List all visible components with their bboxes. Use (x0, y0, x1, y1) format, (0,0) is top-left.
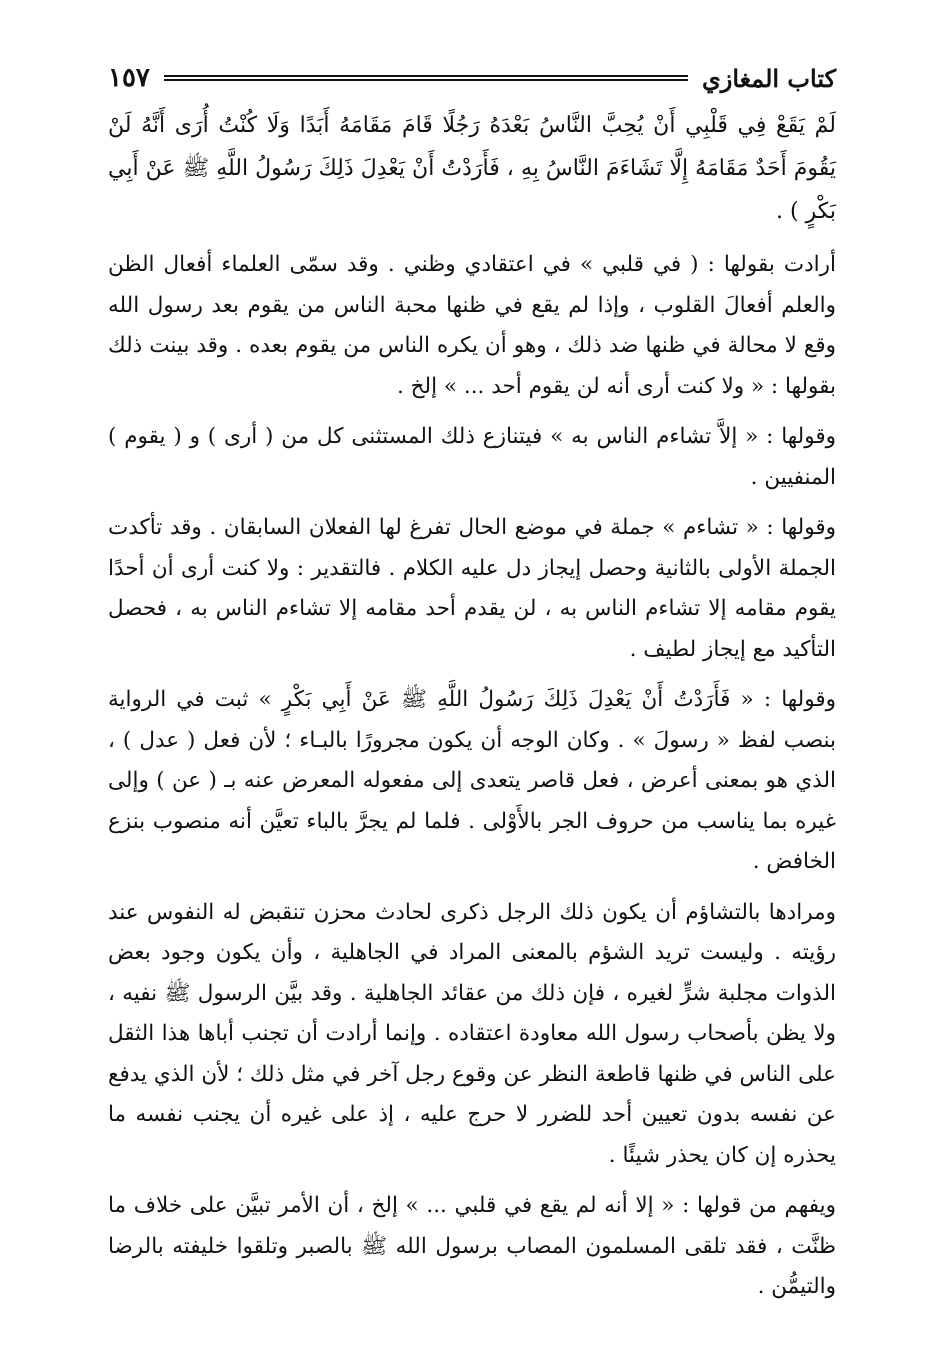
commentary-paragraph: أرادت بقولها : ( في قلبي » في اعتقادي وظني . وقد سمّى العلماء أفعال الظن والعلم أفعالَ القلوب ، وإذا لم يقع في ظنها محبة الناس من يقوم بعد رسول الله وقع لا محالة في ظنها ضد ذلك ، وهو أن يكره الناس من يقوم بعده . وقد بينت ذلك بقولها : « ولا كنت أرى أنه لن يقوم أحد ... » إلخ . (108, 252, 836, 399)
page-header (108, 58, 836, 98)
commentary-paragraph: وقولها : « إلاَّ تشاءم الناس به » فيتنازع ذلك المستثنى كل من ( أرى ) و ( يقوم ) المنفيين . (108, 424, 836, 490)
page-number: ١٥٧ (108, 63, 150, 93)
commentary-paragraph: وقولها : « تشاءم » جملة في موضع الحال تفرغ لها الفعلان السابقان . وقد تأكدت الجملة الأولى بالثانية وحصل إيجاز دل عليه الكلام . فالتقدير : ولا كنت أرى أن أحدًا يقوم مقامه إلا تشاءم الناس به ، لن يقدم أحد مقامه إلا تشاءم الناس به ، فحصل التأكيد مع إيجاز لطيف . (108, 515, 836, 662)
commentary-paragraph: ويفهم من قولها : « إلا أنه لم يقع في قلبي ... » إلخ ، أن الأمر تبيَّن على خلاف ما ظنَّت ، فقد تلقى المسلمون المصاب برسول الله ﷺ بالصبر وتلقوا خليفته بالرضا والتيمُّن . (108, 1193, 836, 1299)
hadith-quote-paragraph: لَمْ يَقَعْ فِي قَلْبِي أَنْ يُحِبَّ النَّاسُ بَعْدَهُ رَجُلًا قَامَ مَقَامَهُ أَبَدًا وَلَا كُنْتُ أُرَى أَنَّهُ لَنْ يَقُومَ أَحَدٌ مَقَامَهُ إِلَّا تَشَاءَمَ النَّاسُ بِهِ ، فَأَرَدْتُ أَنْ يَعْدِلَ ذَلِكَ رَسُولُ اللَّهِ ﷺ عَنْ أَبِي بَكْرٍ ) . (108, 113, 836, 224)
page-body (108, 104, 836, 1308)
book-page (108, 58, 836, 1318)
commentary-paragraph: ومرادها بالتشاؤم أن يكون ذلك الرجل ذكرى لحادث محزن تنقبض له النفوس عند رؤيته . وليست تريد الشؤم بالمعنى المراد في الجاهلية ، وأن يكون وجود بعض الذوات مجلبة شرٍّ لغيره ، فإن ذلك من عقائد الجاهلية . وقد بيَّن الرسول ﷺ نفيه ، ولا يظن بأصحاب رسول الله معاودة اعتقاده . وإنما أرادت أن تجنب أباها هذا الثقل على الناس في ظنها قاطعة النظر عن وقوع رجل آخر في مثل ذلك ؛ لأن الذي يدفع عن نفسه بدون تعيين أحد للضرر لا حرج عليه ، إذ على غيره أن يجنب نفسه ما يحذره إن كان يحذر شيئًا . (108, 899, 836, 1168)
book-title: كتاب المغازي (701, 63, 836, 93)
header-rule (164, 75, 688, 81)
commentary-paragraph: وقولها : « فَأَرَدْتُ أَنْ يَعْدِلَ ذَلِكَ رَسُولُ اللَّهِ ﷺ عَنْ أَبِي بَكْرٍ » ثبت في الرواية بنصب لفظ « رسولَ » . وكان الوجه أن يكون مجرورًا بالبـاء ؛ لأن فعل ( عدل ) ، الذي هو بمعنى أعرض ، فعل قاصر يتعدى إلى مفعوله المعرض عنه بـ ( عن ) وإلى غيره بما يناسب من حروف الجر بالأَوْلى . فلما لم يجرَّ بالباء تعيَّن أنه منصوب بنزع الخافض . (108, 687, 836, 874)
